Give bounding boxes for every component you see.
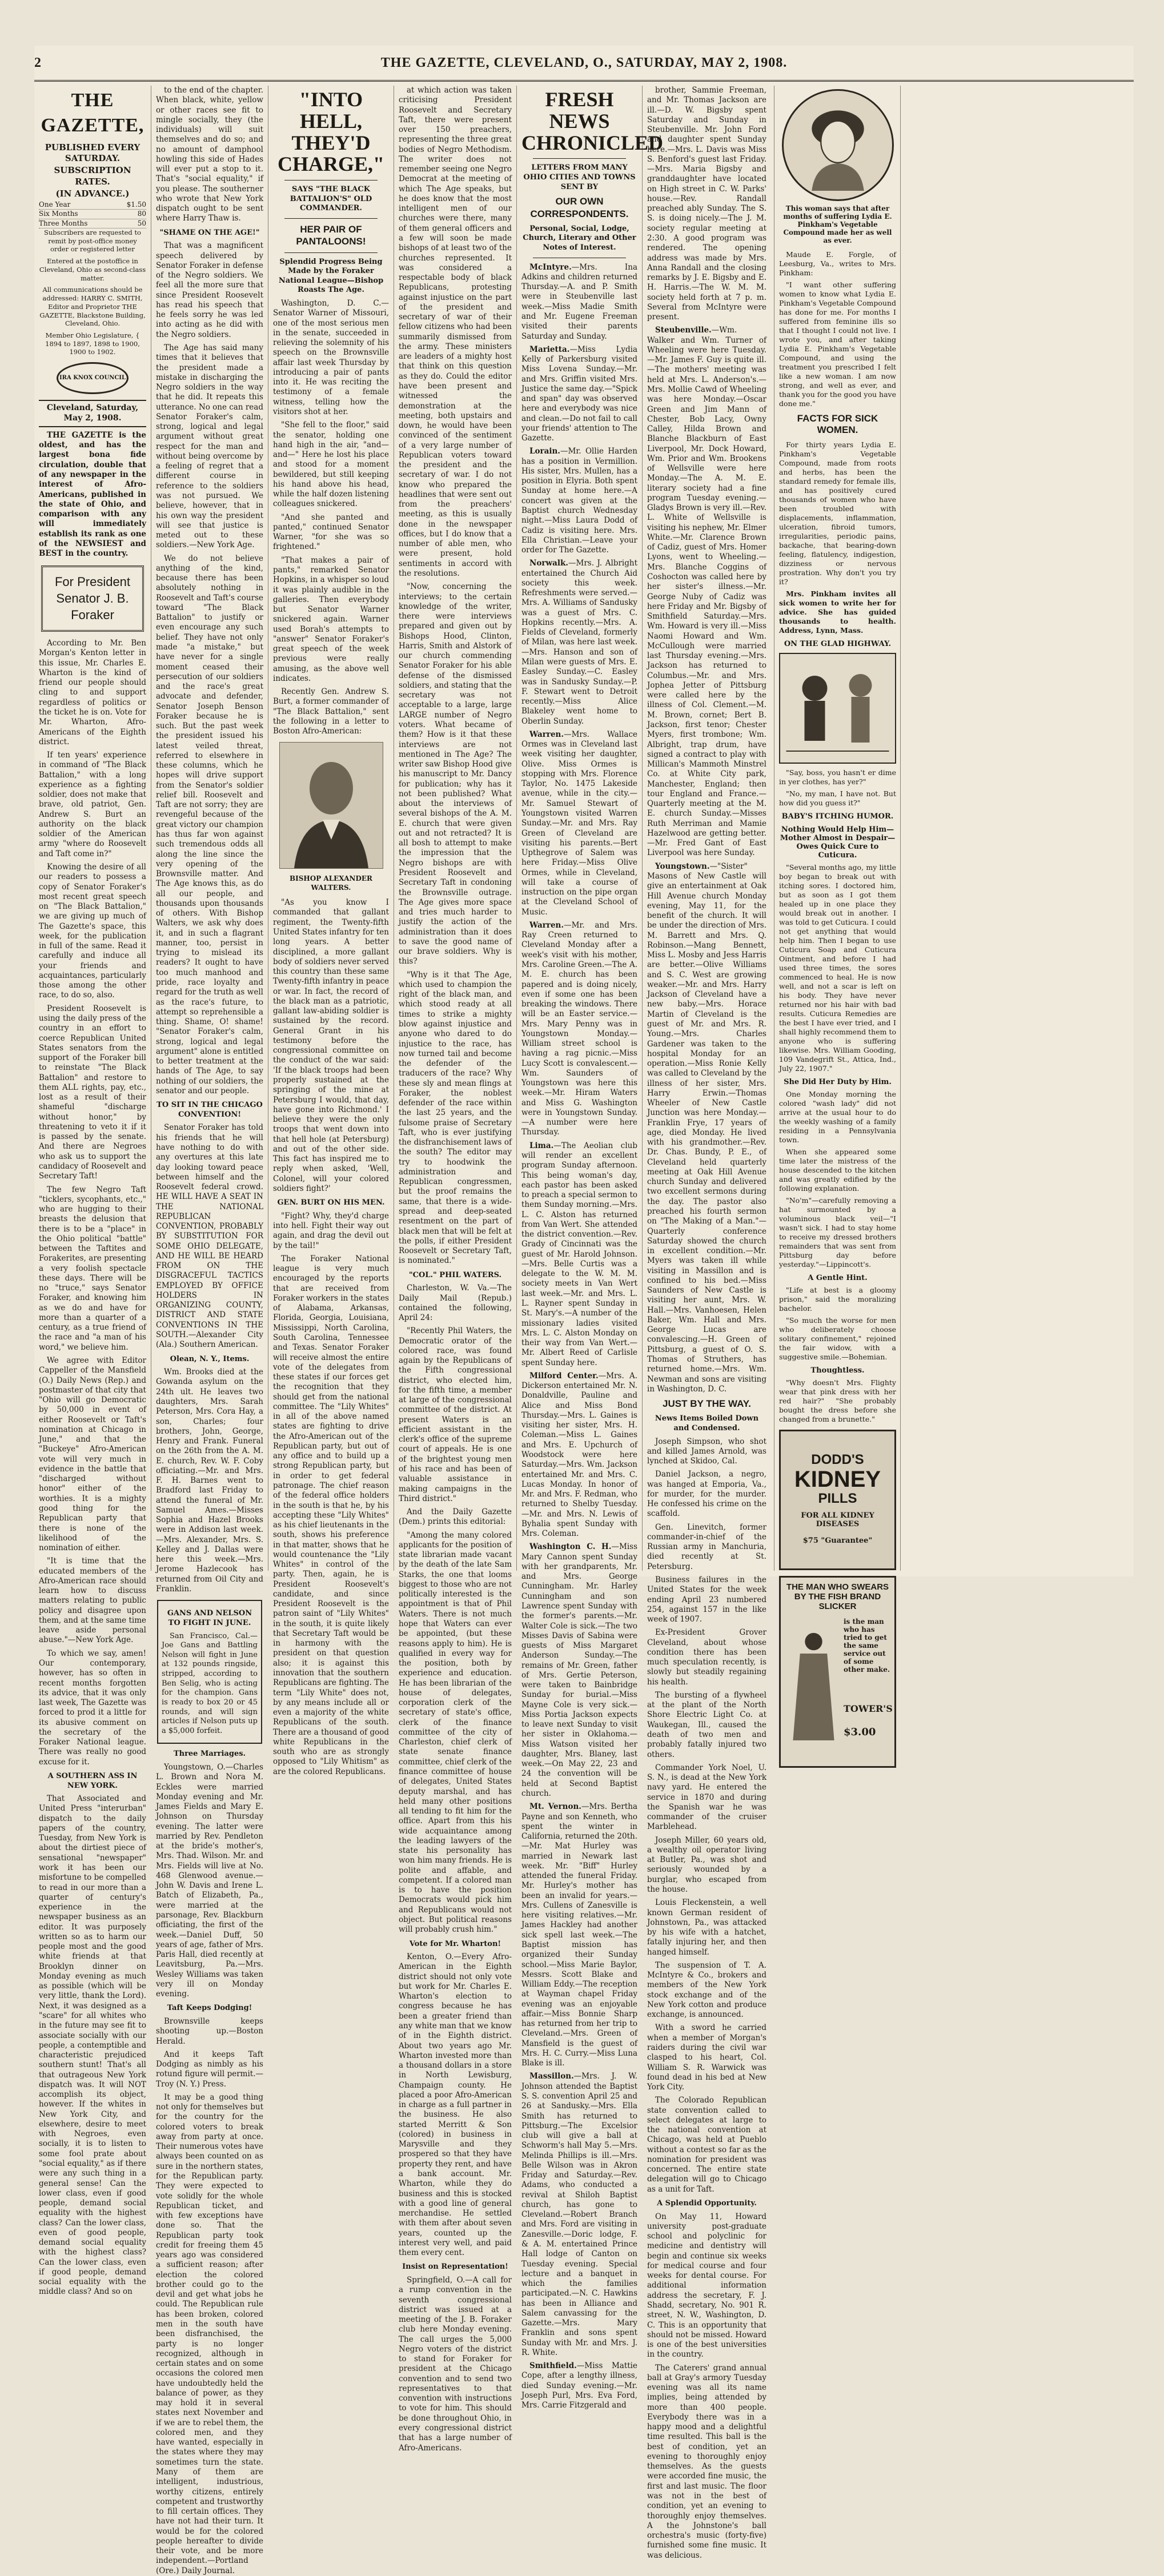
legislature-note: Member Ohio Legislature, { 1894 to 1897, 1898 to 1900, 1900 to 1902.	[45, 331, 140, 356]
cartoon-icon	[779, 653, 896, 764]
subheading: SAYS "THE BLACK BATTALION'S" OLD COMMANDER.	[290, 185, 372, 213]
glad-highway-text: "Say, boss, you hasn't er dime in yer clothes, has yer?" "No, my man, I have not. But how did you guess it?"	[779, 768, 896, 807]
news-item: Milford Center.—Mrs. A. Dickerson entertained Mr. N. Donaldville, Pauline and Alice and Miss Bond Thursday.—Mrs. L. Gaines is visiting her sister, Mrs. H. Coleman.—Miss L. Gaines and Mrs. E. Upchurch of Woodstock were here Saturday.—Mrs. Wm. Jackson entertained Mr. and Mrs. C. Lucas Monday. In honor of Mr. and Mrs. F. Redman, who returned to Shelby Tuesday.—Mr. and Mrs. N. Lewis of Byhalia spent Sunday with Mrs. Coleman.	[521, 1371, 638, 1539]
article-paragraph: San Francisco, Cal.—Joe Gans and Battling Nelson will fight in June at 132 pounds ringside, stripped, according to Ben Selig, who is acting for the champion. Gans is ready to box 20 or 45 rounds, and will sign articles if Nelson puts up a $5,000 forfeit.	[162, 1631, 258, 1735]
column-2	[151, 86, 268, 2575]
article-paragraph: We do not believe anything of the kind, because there has been absolutely nothing in Roosevelt and Taft's course toward "The Black Battalion" to justify or even encourage any such belief. They have not only made "a mistake," but have never for a single moment ceased their persecution of our soldiers and the race's great advocate and defender, Senator Joseph Benson Foraker because he is such. But the past week the president issued his latest veiled threat, referred to elsewhere in these columns, which he hopes will drive support from the Senator's soldier relief bill. Roosevelt and Taft are not sorry; they are revengeful because of the great victory our champion has thus far won against such tremendous odds all along the line since the very opening of the Brownsville matter. And The Age knows this, as do all our people, and thousands upon thousands of others. With Bishop Walters, we ask why does it, and in such a flagrant manner, too, persist in trying to mislead its readers? It ought to have too much manhood and pride, race loyalty and regard for the truth as well as the race's future, to attempt so reprehensible a thing. Shame, O! shame! "Senator Foraker's calm, strong, logical and legal argument" alone is entitled to better treatment at the hands of The Age, to say nothing of our soldiers, the senator and our people.	[156, 553, 263, 1096]
column-3	[268, 86, 394, 1776]
section-heading: Taft Keeps Dodging!	[167, 2004, 252, 2013]
article-paragraph: "And she panted and panted," continued Senator Warner, "for she was so frightened."	[273, 512, 389, 552]
cuticura-text: "Several months ago, my little boy began to break out with itching sores. I doctored him, but as soon as I got them healed up in one place they would break out in another. I was told to get Cuticura. I could not get anything that would help him. Then I began to use Cuticura Soap and Cuticura Ointment, and before I had used three times, the sores commenced to heal. He is now well, and not a scar is left on his body. They have never returned nor his hair with bad results. Cuticura Remedies are the best I have ever tried, and I shall highly recommend them to anyone who is suffering likewise. Mrs. William Gooding, 109 Vandegrift St., Attica, Ind., July 22, 1907."	[779, 863, 896, 1073]
article-paragraph: "She fell to the floor," said the senator, holding one hand high in the air, "and—and—" Here he lost his place and stood for a moment bewildered, but still keeping his hand above his head, while the half dozen listening colleagues snickered.	[273, 420, 389, 509]
section-heading: "SHAME ON THE AGE!"	[159, 228, 260, 237]
section-heading: GANS AND NELSON TO FIGHT IN JUNE.	[167, 1609, 252, 1627]
news-item: Commander York Noel, U. S. N., is dead at the New York navy yard. He entered the service in 1870 and during the Spanish war he was commander of the cruiser Marblehead.	[647, 1763, 766, 1832]
news-item: Louis Fleckenstein, a well known German resident of Johnstown, Pa., was attacked by his wife with a hatchet, fatally injuring her, and then hanged himself.	[647, 1898, 766, 1957]
hint-heading: A Gentle Hint.	[808, 1274, 868, 1282]
article-paragraph: "That makes a pair of pants," remarked Senator Hopkins, in a whisper so loud it was plainly audible in the galleries. Then everybody but Senator Warner snickered again. Warner used Borah's attempts to "answer" Senator Foraker's great speech of the week previous were really amusing, as the above well indicates.	[273, 555, 389, 683]
glad-highway-heading: ON THE GLAD HIGHWAY.	[784, 640, 892, 648]
news-item: The Colorado Republican state convention called to select delegates at large to the national convention at Chicago, was held at Pueblo without a contest so far as the nomination for president was concerned. The entire state delegation will go to Chicago as a unit for Taft.	[647, 2096, 766, 2194]
subheading: OUR OWN CORRESPONDENTS.	[530, 196, 629, 219]
news-item: Lorain.—Mr. Ollie Harden has a position in Vermillion. His sister, Mrs. Mullen, has a position in Elyria. Both spent Sunday at home here.—A concert was given at the Baptist church Wednesday night.—Miss Laura Dodd of Cadiz is visiting here. Mrs. Ella Christian.—Leave your order for The Gazette.	[521, 447, 637, 555]
blank-margin	[900, 86, 1135, 1571]
fresh-news-headline: FRESH NEWS CHRONICLED	[521, 88, 664, 154]
article-paragraph: to the end of the chapter. When black, white, yellow or other races see fit to mingle socially, they (the individuals) will suit themselves and do so; and no amount of damphool howling this side of Hades will ever put a stop to it. That's "social equality," if you please. The southerner who wrote that New York dispatch ought to be sent where Harry Thaw is.	[156, 86, 263, 223]
section-heading: JUST BY THE WAY.	[663, 1398, 751, 1410]
article-paragraph: Springfield, O.—A call for a rump convention in the seventh congressional district was issued at a meeting of the J. B. Foraker club here Monday evening. The call urges the 5,000 Negro voters of the district to stand for Foraker for president at the Chicago convention and to send two representatives to that convention with instructions to vote for him. This should be done throughout Ohio, in every congressional district that has a large number of Afro-Americans.	[399, 2275, 512, 2453]
section-heading: GEN. BURT ON HIS MEN.	[277, 1198, 385, 1207]
news-item: Gen. Linevitch, former commander-in-chief of the Russian army in Manchuria, died recently at St. Petersburg.	[647, 1522, 766, 1571]
rates-note: Subscribers are requested to remit by post-office money order or registered letter	[44, 228, 141, 254]
bishop-portrait	[279, 742, 383, 869]
foraker-box: For President Senator J. B. Foraker	[41, 565, 144, 632]
article-paragraph: Senator Foraker has told his friends that he will have nothing to do with any overtures at this late day looking toward peace between himself and the Roosevelt federal crowd. HE WILL HAVE A SEAT IN THE NATIONAL REPUBLICAN CONVENTION, PROBABLY BY SUBSTITUTION FOR SOME OHIO DELEGATE, AND HE WILL BE HEARD FROM ON THE DISGRACEFUL TACTICS EMPLOYED BY OFFICE HOLDERS IN ORGANIZING COUNTY, DISTRICT AND STATE CONVENTIONS IN THE SOUTH.—Alexander City (Ala.) Southern American.	[156, 1123, 263, 1350]
article-paragraph: According to Mr. Ben Morgan's Kenton letter in this issue, Mr. Charles E. Wharton is the kind of friend our people should cling to and support regardless of politics or the ticket he is on. Vote for Mr. Wharton, Afro-Americans of the Eighth district.	[39, 639, 146, 747]
article-paragraph: We agree with Editor Cappeller of the Mansfield (O.) Daily News (Rep.) and postmaster of that city that "Ohio will go Democratic by 50,000 in event of either Roosevelt or Taft's nomination at Chicago in June," and that the "Buckeye" Afro-American vote will very much in evidence in the battle that "discharged without honor" either of the worthies. It is a mighty good thing for the Republican party that there is none of the likelihood of the nomination of either.	[39, 1356, 146, 1553]
hint-text: "Life at best is a gloomy prison," said the moralizing bachelor. "So much the worse for men who deliberately choose solitary confinement," rejoined the fair widow, with a suggestive smile.—Bohemian.	[779, 1286, 896, 1361]
news-item: Youngstown.—"Sister" Masons of New Castle will give an entertainment at Oak Hill Avenue church Monday evening, May 11, for the benefit of the church. It will be under the direction of Mrs. M. Barrett and Mrs. Q. Robinson.—Mang Bennett, Miss L. Mosby and Jess Harris are better.—Olive Williams and S. C. West are growing weaker.—Mr. and Mrs. Harry Jackson of Cleveland have a new baby.—Mrs. Horace Martin of Cleveland is the guest of Mr. and Mrs. R. Young.—Mrs. Charles Gardener was taken to the hospital Monday for an operation.—Miss Ronie Kelly was called to Cleveland by the illness of her sister, Mrs. Harry Erwin.—Thomas Wheeler of New Castle Junction was here Monday.—Franklin Frye, 17 years of age, died Monday. He lived with his grandmother.—Rev. Dr. Chas. Bundy, P. E., of Cleveland held quarterly meeting at Oak Hill Avenue church Sunday and delivered two excellent sermons during the day. The pastor also preached his fourth sermon on "The Making of a Man."—Quarterly conference Saturday showed the church in excellent condition.—Mr. Myers was taken ill while visiting in Massillon and is confined to his bed.—Miss Saunders of New Castle is visiting her aunt, Mrs. W. Hall.—Mrs. Vanhoesen, Helen Baker, Wm. Hall and Mrs. George Lucas are convalescing.—H. Green of Pittsburg, a guest of O. S. Thomas of Struthers, has returned home.—Mrs. Wm. Newman and sons are visiting in Washington, D. C.	[647, 861, 766, 1394]
article-paragraph: The Age has said many times that it believes that the president made a mistake in discharging the Negro soldiers in the way that he did. It repeats this utterance. No one can read Senator Foraker's calm, strong, logical and legal argument without great respect for the man and without being overcome by a feeling of regret that a different course in reference to the soldiers was not pursued. We believe, however, that in his own way the president will see that justice is meted out to these soldiers.—New York Age.	[156, 343, 263, 550]
news-item: Warren.—Mr. and Mrs. Ray Creen returned to Cleveland Monday after a week's visit with his mother, Mrs. Caroline Green.—The A. M. E. church has been papered and is doing nicely, even if some one has been breaking the windows. There will be an Easter service.—Mrs. Mary Penny was in Youngstown Monday.—William street school is having a rag picnic.—Miss Lucy Scott is convalescent.—Wm. Saunders of Youngstown was here this week.—Mr. Hiram Waters and Miss G. Washington were in Youngstown Sunday.—A number were here Thursday.	[521, 920, 637, 1137]
article-paragraph: The few Negro Taft "ticklers, sycophants, etc.," who are hugging to their breasts the delusion that there is to be a "place" in the Ohio political "battle" between the Taftites and Forakerites, are presenting a very foolish spectacle these days. There will be no "truce," says Senator Foraker, and knowing him as we do and have for more than a quarter of a century, as a true friend of the race and "a man of his word," we believe him.	[39, 1185, 146, 1352]
news-item: Daniel Jackson, a negro, was hanged at Emporia, Va., for murder, for the murder. He confessed his crime on the scaffold.	[647, 1470, 766, 1519]
news-item: Business failures in the United States for the week ending April 23 numbered 254, against 157 in the like week of 1907.	[647, 1575, 766, 1624]
published-line: PUBLISHED EVERY SATURDAY.	[45, 142, 141, 164]
subscription-line: SUBSCRIPTION RATES.	[54, 165, 131, 187]
news-item: Norwalk.—Mrs. J. Albright entertained the Church Aid society this week. Refreshments were served.—Mrs. A. Williams of Sandusky was a guest of Mrs. C. Hopkins recently.—Mrs. A. Fields of Cleveland, formerly of Milan, was here last week.—Mrs. Hanson and son of Milan were guests of Mrs. E. Easley Sunday.—C. Easley was in Sandusky Sunday.—P. F. Stewart went to Detroit recently.—Miss Alice Blakeley went home to Oberlin Sunday.	[521, 559, 637, 726]
subheading: Splendid Progress Being Made by the Foraker National League—Bishop Roasts The Age.	[278, 257, 384, 295]
article-paragraph: "As you know I commanded that gallant regiment, the Twenty-fifth United States infantry for ten long years. A better disciplined, a more gallant body of soldiers never served this country than these same Twenty-fifth infantry in peace or war. In fact, the record of the black man as a patriotic, gallant law-abiding soldier is sustained by the record. General Grant in his testimony before the congressional committee on the conduct of the war said: 'If the black troops had been properly sustained at the springing of the mine at Petersburg I would, that day, have gone into Richmond.' I believe they were the only troops that went down into that hell hole (at Petersburg) and out of the other side. This fact has inspired me to reply when asked, 'Well, Colonel, will your colored soldiers fight?'	[273, 898, 389, 1193]
section-heading: TO SIT IN THE CHICAGO CONVENTION!	[156, 1101, 263, 1119]
subheading: News Items Boiled Down and Condensed.	[655, 1414, 759, 1433]
article-paragraph: And the Daily Gazette (Dem.) prints this editorial:	[399, 1507, 512, 1527]
section-heading: Insist on Representation!	[402, 2262, 508, 2272]
section-heading: A SOUTHERN ASS IN NEW YORK.	[47, 1771, 138, 1790]
duty-heading: She Did Her Duty by Him.	[784, 1078, 892, 1086]
section-heading: A Splendid Opportunity.	[657, 2198, 757, 2208]
facts-heading: FACTS FOR SICK WOMEN.	[797, 413, 878, 435]
communications-note: All communications should be addressed: HARRY C. SMITH, Editor and Proprietor THE GAZETTE, Blackstone Building, Cleveland, Ohio.	[39, 286, 146, 328]
gazette-title: THE GAZETTE,	[41, 90, 145, 136]
rate-row: Three Months 50	[39, 219, 146, 228]
article-paragraph: Kenton, O.—Every Afro-American in the Eighth district should not only vote but work for Mr. Charles E. Wharton's election to congress because he has been a greater friend than any white man that we know of in the Eighth district. About two years ago Mr. Wharton invested more than a thousand dollars in a store in North Lewisburg, Champaign county. He placed a poor Afro-American in charge as a full partner in the business. He also started Merritt & Son (colored) in business in Marysville and they prospered so that they have property they rent, and have a bank account. Mr. Wharton, while they do business and this is stocked with a good line of general merchandise. He settled with them after about seven years, counted up the interest very well, and paid them every cent.	[399, 1952, 512, 2258]
rates-table	[39, 200, 146, 228]
article-paragraph: To which we say, amen! Our contemporary, however, has so often in recent months forgotten its advice, that it was only last week, The Gazette was forced to prod it a little for its abusive comment on the secretary of the Foraker National league. There was really no good excuse for it.	[39, 1648, 146, 1767]
news-item: With a sword he carried when a member of Morgan's raiders during the civil war clasped to his heart, Col. William S. R. Warwick was found dead in his bed at New York City.	[647, 2023, 766, 2092]
thoughtless-text: "Why doesn't Mrs. Flighty wear that pink dress with her red hair?" "She probably bought the dress before she changed from a brunette."	[779, 1378, 896, 1423]
duty-text: One Monday morning the colored "wash lady" did not arrive at the usual hour to do the weekly washing of a family residing in a Pennsylvania town. When she appeared some time later the mistress of the house descended to the kitchen and was greatly edified by the following explanation. "No'm"—carefully removing a hat surmounted by a voluminous black veil—"I wasn't sick. I had to stay home to receive my dressed brothers remainders that was sent from Pittsburg day before yesterday."—Lippincott's.	[779, 1090, 896, 1269]
section-heading: "COL." PHIL WATERS.	[408, 1270, 502, 1279]
dodds-kidney-ad: DODD'S KIDNEY PILLS FOR ALL KIDNEY DISEASES $75 "Guarantee"	[779, 1430, 896, 1570]
article-paragraph: Youngstown, O.—Charles L. Brown and Nora M. Eckles were married Monday evening and Mr. James Fields and Mary E. Johnson on Thursday evening. The latter were married by Rev. Pendleton at the bride's mother's, Mrs. Thad. Wilson. Mr. and Mrs. Fields will live at No. 468 Glenwood avenue.—John W. Davis and Irene L. Batch of Elizabeth, Pa., were married at the parsonage, Rev. Blackburn officiating, the first of the week.—Daniel Duff, 50 years of age, father of Mrs. Paris Hall, died recently at Leavitsburg, Pa.—Mrs. Wesley Williams was taken very ill on Monday evening.	[156, 1763, 263, 1999]
lead-paragraph: THE GAZETTE is the oldest, and has the largest bona fide circulation, double that of any newspaper in the interest of Afro-Americans, published in the state of Ohio, and comparison with any will immediately establish its rank as one of the NEWSIEST and BEST in the country.	[39, 430, 146, 559]
news-item: Ex-President Grover Cleveland, about whose condition there has been much speculation recently, is slowly but steadily regaining his health.	[647, 1628, 766, 1687]
rate-row: Six Months 80	[39, 210, 146, 219]
column-6	[643, 86, 771, 2560]
entered-note: Entered at the postoffice in Cleveland, Ohio as second-class matter.	[39, 257, 146, 282]
article-paragraph: Charleston, W. Va.—The Daily Mail (Repub.) contained the following, April 24:	[399, 1283, 512, 1323]
article-paragraph: That was a magnificent speech delivered by Senator Foraker in defense of the Negro soldiers. We feel all the more sure that since President Roosevelt has read his speech that he feels sorry he was led into acting as he did with the Negro soldiers.	[156, 241, 263, 339]
article-paragraph: "Why is it that The Age, which used to champion the right of the black man, and which stood ready at all times to strike a mighty blow against injustice and anyone who dared to do injustice to the race, has now turned tail and become the defender of the traducers of the race? Why these sly and mean flings at Foraker, the noblest defender of the race within the last 25 years, and the fulsome praise of Secretary Taft, who is ever justifying the disfranchisement laws of the south? The editor may try to hoodwink the administration and Republican congressmen, but the proof remains the same, that there is a wide-spread and deep-seated resentment on the part of black men that will be felt at the polls, if either President Roosevelt or Secretary Taft, is nominated."	[399, 970, 512, 1266]
newspaper-page	[34, 46, 1134, 2575]
subheading: LETTERS FROM MANY OHIO CITIES AND TOWNS SENT BY	[523, 163, 636, 191]
news-item: Smithfield.—Miss Mattie Cope, after a lengthy illness, died Sunday evening.—Mr. Joseph Purl, Mrs. Eva Ford, Mrs. Carrie Fitzgerald and	[521, 2361, 637, 2410]
advance-line: (IN ADVANCE.)	[55, 188, 130, 199]
ad-column	[779, 86, 896, 1738]
article-paragraph: If ten years' experience in command of "The Black Battalion," with a long experience as a fighting soldier, does not make that brave, old patriot, Gen. Andrew S. Burt an authority on the black soldier of the American army "where do Roosevelt and Taft come in?"	[39, 751, 146, 858]
article-paragraph: Knowing the desire of all our readers to possess a copy of Senator Foraker's most recent great speech on "The Black Battalion," we are giving up much of The Gazette's space, this week, for the publication in full of the same. Read it carefully and induce all your friends and acquaintances, particularly those among the other race, to do so, also.	[39, 862, 146, 1000]
news-item: Joseph Miller, 60 years old, a wealthy oil operator living at Butler, Pa., was shot and seriously wounded by a burglar, who escaped from the house.	[647, 1835, 766, 1894]
news-item: Steubenville.—Wm. Walker and Wm. Turner of Wheeling were here Tuesday.—Mr. James F. Guy is quite ill.—The mothers' meeting was held at Mrs. L. Anderson's.—Mrs. Mollie Cawd of Wheeling was here Monday.—Oscar Green and Jim Mann of Chester, Bob Lacy, Owny Calley, Hilda Brown and Blanche Blackburn of East Liverpool, Mr. Dock Howard, Wm. Prior and Wm. Brookens of Wellsville were here Monday.—The A. M. E. literary society had a fine program Tuesday evening.—Gladys Brown is very ill.—Rev. L. White of Wellsville is visiting his nephew, Mr. Elmer White.—Mr. Clarence Brown of Cadiz, guest of Mrs. Homer Lyons, went to Wheeling.—Mrs. Blanche Coggins of Coshocton was called here by her sister's illness.—Mr. George Nuby of Cadiz was here Friday and Mr. Bigsby of Smithfield Saturday.—Mrs. Wm. Howard is very ill.—Miss Naomi Howard and Wm. McCullough were married last Thursday evening.—Mrs. Jackson has returned to Columbus.—Mr. and Mrs. Jophea Jetter of Pittsburg were called here by the illness of Col. Clement.—M. M. Brown, cornet; Bert B. Jackson, first tenor; Chester Myers, first trombone; Wm. Albright, trap drum, have signed a contract to play with Millican's Mammoth Minstrel Co. at White City park, Manchester, England; then tour England and France.—Quarterly meeting at the M. E. church Sunday.—Misses Ruth Merriman and Mamie Hazelwood are getting better.—Mr. Fred Gant of East Liverpool was here Sunday.	[647, 326, 766, 858]
thoughtless-heading: Thoughtless.	[810, 1366, 865, 1375]
article-paragraph: It may be a good thing not only for themselves but for the country for the colored voters to break away from party at once. Their numerous votes have always been counted on as sure in the northern states, for the Republican party. They were expected to vote solidly for the whole Republican ticket, and with few exceptions have done so. That the Republican party took credit for freeing them 45 years ago was considered a sufficient reason; after election the colored brother could go to the devil and get what jobs he could. The Republican rule has been broken, colored men in the south have been disfranchised, the party is no longer recognized, although in certain states and on some occasions the colored men have undoubtedly held the balance of power, as they may hold it in several states next November and if we are to rebel them, the colored men, and they have wanted, especially in the states where they may sometimes turn the state. Many of them are intelligent, industrious, worthy citizens, entirely competent and trustworthy to fill certain offices. They have not had their turn. It would be for the colored people hereafter to divide their vote, and be more independent.—Portland (Ore.) Daily Journal.	[156, 2092, 263, 2575]
article-paragraph: And it keeps Taft Dodging as nimbly as his rotund figure will permit.—Troy (N. Y.) Press.	[156, 2049, 263, 2089]
section-heading: Vote for Mr. Wharton!	[409, 1939, 501, 1948]
gans-nelson-box	[157, 1600, 262, 1744]
council-badge-icon: IRA KNOX COUNCIL	[57, 362, 129, 394]
pinkham-caption: This woman says that after months of suffering Lydia E. Pinkham's Vegetable Compound made her as well as ever.	[783, 204, 892, 244]
article-paragraph: Brownsville keeps shooting up.—Boston Herald.	[156, 2017, 263, 2046]
section-heading: Olean, N. Y., Items.	[170, 1354, 250, 1363]
article-paragraph: "Fight? Why, they'd charge into hell. Fight their way out again, and drag the devil out by the tail!"	[273, 1211, 389, 1250]
pinkham-invite: Mrs. Pinkham invites all sick women to write her for advice. She has guided thousands to health. Address, Lynn, Mass.	[779, 589, 896, 635]
news-item: Warren.—Mrs. Wallace Ormes was in Cleveland last week visiting her daughter, Olive. Miss Ormes is stopping with Mrs. Florence Taylor, No. 1475 Lakeside avenue, while in the city.—Mr. Samuel Stewart of Youngstown visited Warren Sunday.—Mr. and Mrs. Ray Green of Cleveland are visiting his parents.—Bert Upthegrove of Salem was here Friday.—Miss Olive Ormes, while in Cleveland, will take a course of instruction on the pipe organ at the Cleveland School of Music.	[521, 729, 637, 917]
news-item: Massillon.—Mrs. J. W. Johnson attended the Baptist S. S. convention April 25 and 26 at Sandusky.—Mrs. Ella Smith has returned to Pittsburg.—The Excelsior club will give a ball at Schworm's hall May 5.—Mrs. Melinda Phillips is ill.—Mrs. Belle Wilson was in Akron Friday and Saturday.—Rev. Adams, who conducted a revival at Shiloh Baptist church, has gone to Cleveland.—Robert Branch and Mrs. Ford are visiting in Zanesville.—Doric lodge, F. & A. M. entertained Prince Hall lodge of Canton on Tuesday evening. Special lecture and a banquet in which the families participated.—N. C. Hawkins has been in Alliance and Salem canvassing for the Gazette.—Mrs. Mary Franklin and sons spent Sunday with Mr. and Mrs. J. R. White.	[521, 2072, 637, 2357]
facts-text: For thirty years Lydia E. Pinkham's Vegetable Compound, made from roots and herbs, has been the standard remedy for female ills, and has positively cured thousands of women who have been troubled with displacements, inflammation, ulceration, fibroid tumors, irregularities, periodic pains, backache, that bearing-down feeling, flatulency, indigestion, dizziness or nervous prostration. Why don't you try it?	[779, 440, 896, 586]
news-item: The bursting of a flywheel at the plant of the North Shore Electric Light Co. at Waukegan, Ill., caused the death of two men and probably fatally injured two others.	[647, 1690, 766, 1759]
column-4	[394, 86, 517, 2453]
article-paragraph: at which action was taken criticising President Roosevelt and Secretary Taft, there were present over 150 preachers, representing the three great bodies of Negro Methodism. The writer does not remember seeing one Negro Democrat at the meeting of which The Age speaks, but he does know that the most intelligent men of our churches were there, many of them general officers and a few will soon be made bishops of at least two of the churches represented. It was considered a respectable body of black Republicans, protesting against injustice on the part of the president and secretary of war of their fellow citizens who had been summarily dismissed from the army. These ministers are leaders of a mighty host that think on this question as they do. Could the editor have been present and witnessed the demonstration at the meeting, both upstairs and down, he would have been convinced of the sentiment of a very large number of Republican voters toward the president and the secretary of war. I do not know who prepared the headlines that were sent out from the preachers' meeting, as this is usually done in the newspaper offices, but I do know that a number of able men, who were present, hold sentiments in accord with the resolutions.	[399, 86, 512, 579]
woman-portrait-icon	[782, 89, 894, 201]
news-item: McIntyre.—Mrs. Ina Adkins and children returned Thursday.—A. and P. Smith were in Steubenville last week.—Miss Madie Smith and Mr. Eugene Freeman visited their parents Saturday and Sunday.	[521, 262, 637, 341]
dateline: Cleveland, Saturday, May 2, 1908.	[39, 400, 146, 427]
subheading: Personal, Social, Lodge, Church, Literary and Other Notes of Interest.	[523, 224, 636, 252]
news-item: Joseph Simpson, who shot and killed James Arnold, was lynched at Skidoo, Cal.	[647, 1437, 766, 1466]
article-paragraph: Wm. Brooks died at the Gowanda asylum on the 24th ult. He leaves two daughters, Mrs. Sarah Peterson, Mrs. Cora Hay, a son, Charles; four brothers, John, George, Henry and Frank. Funeral on the 26th from the A. M. E. church, Rev. W. F. Coby officiating.—Mr. and Mrs. F. H. Barnes went to Bradford last Friday to attend the funeral of Mr. Samuel Ames.—Misses Sophia and Hazel Brooks were in Addison last week.—Mrs. Alexander, Mrs. S. Kelley and J. Dallas were here this week.—Mrs. Jerome Hazlecook has returned from Oil City and Franklin.	[156, 1367, 263, 1594]
page-header	[34, 46, 1134, 82]
baby-heading: BABY'S ITCHING HUMOR.	[781, 812, 894, 821]
article-paragraph: Washington, D. C.—Senator Warner of Missouri, one of the most serious men in the senate, succeeded in relieving the solemnity of his speech on the Brownsville affair last week Thursday by introducing a pair of pants into it. He was reciting the testimony of a female witness, telling how the visitors shot at her.	[273, 299, 389, 416]
article-paragraph: That Associated and United Press "interurban" dispatch to the daily papers of the country, Tuesday, from New York is about the dirtiest piece of sensational "newspaper" work it has been our misfortune to be compelled to read in our more than a quarter of century's experience in the newspaper business as an editor. It was purposely written so as to harm our people most and the good white friends at that Brooklyn dinner on Monday evening as much as possible (which will be very little, thank the Lord). Next, it was designed as a "scare" for all whites who in the future may see fit to associate socially with our people, a contemptible and characteristic prejudiced southern stunt! That's all that outrageous New York dispatch was. It will NOT accomplish its object, however. If the whites in New York City, and elsewhere, desire to meet with Negroes, even socially, it is to listen to some fool prate about "social equality," as if there were any such thing in a general sense! Can the lower class, even if good people, demand social equality with the highest class? Can the lower class, even of good people, demand social equality with the highest class? Can the lower class, even if good people, demand social equality with the middle class? And so on	[39, 1794, 146, 2297]
news-item: Washington C. H.—Miss Mary Cannon spent Sunday with her grandparents, Mr. and Mrs. George Cunningham. Mr. Harley Cunningham and son Lawrence spent Sunday with the former's parents.—Mr. Walter Cole is sick.—The two Misses Davis of Sabina were guests of Miss Margaret Anderson Sunday.—The remains of Mr. Green, father of Mrs. Gertie Peterson, were taken to Bainbridge Sunday for burial.—Miss Mayne Cole is very sick.—Miss Portia Jackson expects to leave next Sunday to visit her sister in Oklahoma.—Miss Watson visited her daughter, Mrs. Blaney, last week.—On May 22, 23 and 24 the convention will be held at Second Baptist church.	[521, 1542, 637, 1799]
news-item: Marietta.—Miss Lydia Kelly of Parkersburg visited Miss Lovena Sunday.—Mr. and Mrs. Griffin visited Mrs. Justice the same day.—"Spick and span" day was observed here and everybody was nice and clean.—Do not fail to call your friends' attention to The Gazette.	[521, 344, 637, 443]
news-item: Lima.—The Aeolian club will render an excellent program Sunday afternoon. This being woman's day, each pastor has been asked to preach a special sermon to them Sunday morning.—Mrs. L. C. Alston has returned from Van Wert. She attended the district convention.—Rev. Grady of Cincinnati was the guest of Mr. Harold Johnson.—Mrs. Belle Curtis was a delegate to the W. M. M. society meets in Van Wert last week.—Mr. and Mrs. L. L. Rayner spent Sunday in St. Mary's.—A number of the missionary ladies visited Mrs. L. C. Alston Monday on their way from Van Wert.—Mr. Albert Reed of Carlisle spent Sunday here.	[521, 1141, 637, 1367]
baby-subheading: Nothing Would Help Him—Mother Almost in Despair—Owes Quick Cure to Cuticura.	[780, 825, 896, 860]
article-paragraph: The Foraker National league is very much encouraged by the reports that are received from Foraker workers in the states of Alabama, Arkansas, Florida, Georgia, Louisiana, Mississippi, North Carolina, South Carolina, Tennessee and Texas. Senator Foraker will receive almost the entire vote of the delegates from these states if our forces get the recognition that they should get from the national committee. The "Lily Whites" in all of the above named states are fighting to drive the Afro-American out of the Republican party, but out of any office and to build up a strong Republican party, but in order to get federal patronage. The chief reason of the federal office holders in the south is that he, by his accepting these "Lily Whites" as his chief lieutenants in the south, shows his preference in that matter, shows that he would countenance the "Lily Whites" in control of the party. Then, again, he is President Roosevelt's candidate, and since President Roosevelt is the patron saint of "Lily Whites" in the south, it is quite likely that Secretary Taft would be in harmony with the president on that question also; it is against this innovation that the southern Republicans are fighting. The term "Lily White" does not, by any means include all or even a majority of the white Republicans of the south. There are a thousand of good white Republicans in the south who are as strongly opposed to "Lily Whitism" as are the colored Republicans.	[273, 1254, 389, 1776]
news-item: Mt. Vernon.—Mrs. Bertha Payne and son Kenneth, who spent the winter in California, returned the 20th.—Mr. Mat Hurley was married in Newark last week. Mr. "Biff" Hurley attended the funeral Friday. Mr. Hurley's mother has been an invalid for years.—Mrs. Cullens of Zanesville is here visiting relatives.—Mr. James Hackley had another sick spell last week.—The Baptist mission has organized their Sunday school.—Miss Marie Baylor, Messrs. Scott Blake and William Eddy.—The reception at Wayman chapel Friday evening was an enjoyable affair.—Miss Bonnie Sharp has returned from her trip to Cleveland.—Mrs. Green of Mansfield is the guest of Mrs. H. C. Curry.—Miss Luna Blake is ill.	[521, 1802, 637, 2068]
article-paragraph: On May 11, Howard university post-graduate school and polyclinic for medicine and dentistry will begin and continue six weeks for medical course and four weeks for dental course. For additional information address the secretary, F. J. Shadd, secretary, No. 901 R. street, N. W., Washington, D. C. This is an opportunity that should not be missed. Howard is one of the best universities in the country.	[647, 2212, 766, 2360]
advertisement-area	[774, 86, 1134, 1738]
article-paragraph: President Roosevelt is using the daily press of the country in an effort to coerce Republican United States senators from the support of the Foraker bill to reinstate "The Black Battalion" and restore to them ALL rights, pay, etc., lost as a result of their shameful "discharge without honor," by threatening to veto it if it is passed by the senate. And there are Negroes who ask us to support the candidacy of Roosevelt and Secretary Taft!	[39, 1004, 146, 1181]
masthead: THE GAZETTE, CLEVELAND, O., SATURDAY, MAY 2, 1908.	[380, 55, 788, 70]
portrait-caption: BISHOP ALEXANDER WALTERS.	[290, 874, 372, 892]
article-paragraph: The Caterers' grand annual ball at Gray's armory Tuesday evening was all its name implies, being attended by more than 400 people. Everybody there was in a happy mood and a delightful time resulted. This ball is the best of condition, yet an evening to thoroughly enjoy themselves. As the guests were accorded fine music, the first and last music. The floor was not in the best of condition, yet an evening to thoroughly enjoy themselves. A the Johnstone's ball orchestra's music (forty-five) furnished some fine music. It was delicious.	[647, 2363, 766, 2560]
portrait-icon	[283, 748, 380, 868]
man-in-slicker-icon	[786, 1618, 841, 1755]
article-paragraph: "Among the many colored applicants for the position of state librarian made vacant by the death of the late Sam Starks, the one that looms biggest to those who are not politically interested is the appointment is that of Phil Waters. There is not much hope that Waters can ever be appointed, (but these reasons apply to him). He is qualified in every way for the position, both by experience and education. He has been librarian of the house of delegates, corporation clerk of the secretary of state's office, clerk of the finance committee of the city of Charleston, chief clerk of state senate finance committee, chief clerk of the finance committee of house of delegates, United States deputy marshal, and has held many other positions all tending to fit him for the office. Apart from this his wide acquaintance among the leading lawyers of the state his personality has won him many friends. He is polite and affable, and competent. If a colored man is to have the position Democrats would pick him and Republicans would not object. But political reasons will probably crush him."	[399, 1530, 512, 1935]
fish-brand-slicker-ad: THE MAN WHO SWEARS BY THE FISH BRAND SLICKER is the man who has tried to get the same service out of some other make. TOWER'S $3.00	[779, 1576, 896, 1768]
article-paragraph: "Now, concerning the interviews; to the certain knowledge of the writer, there were interviews prepared and given out by Bishops Hood, Clinton, Harris, Smith and Alstork of our church commending Senator Foraker for his able defense of the dismissed soldiers, and stating that the secretary was not acceptable to a large, large LARGE number of Negro voters. What became of them? How is it that these interviews are not mentioned in The Age? The writer saw Bishop Hood give his manuscript to Mr. Dancy for publication; why has it not been published? What about the interviews of several bishops of the A. M. E. church that were given out and not retracted? It is all bosh to attempt to make the impression that the Negro bishops are with President Roosevelt and Secretary Taft in condoning the Brownsville outrage. The Age gives more space and tries much harder to justify the action of the administration than it does to save the good name of our brave soldiers. Why is this?	[399, 582, 512, 966]
rate-row: One Year $1.50	[39, 200, 146, 210]
section-heading: Three Marriages.	[173, 1750, 246, 1759]
article-paragraph: "Recently Phil Waters, the Democratic orator of the colored race, was found again by the Republicans of the Fifth congressional district, who elected him, for the fifth time, a member at large of the congressional committee of the district. At present Waters is an efficient assistant in the clerk's office of the supreme court of appeals. He is one of the brightest young men of his race and has been of valuable assistance in making campaigns in the Third district."	[399, 1326, 512, 1503]
column-1	[34, 86, 151, 2297]
pinkham-ad-text: Maude E. Forgle, of Leesburg, Va., writes to Mrs. Pinkham: "I want other suffering women to know what Lydia E. Pinkham's Vegetable Compound has done for me. For months I suffered from feminine ills so that I thought I could not live. I wrote you, and after taking Lydia E. Pinkham's Vegetable Compound, and using the treatment you prescribed I felt like a new woman. I am now strong, and well as ever, and thank you for the good you have done me."	[779, 250, 896, 408]
article-paragraph: Recently Gen. Andrew S. Burt, a former commander of "The Black Battalion," sent the following in a letter to Boston Afro-American:	[273, 687, 389, 736]
news-item: brother, Sammie Freeman, and Mr. Thomas Jackson are ill.—D. W. Bigsby spent Saturday and Sunday in Steubenville. Mr. John Ford and daughter spent Sunday here.—Mrs. L. Davis was Miss S. Benford's guest last Friday.—Mrs. Maria Bigsby and granddaughter have located on High street in C. W. Parks' house.—Rev. Randall preached ably Sunday. The S. S. is doing nicely.—The J. M. society regular meeting at 2:30. A good program was rendered. The opening address was made by Mrs. Anna Randall and the closing remarks by J. E. Bigsby and E. H. Harris.—The W. M. M. society held forth at 7 p. m. Several from McIntyre were present.	[647, 86, 766, 322]
news-item: The suspension of T. A. McIntyre & Co., brokers and members of the New York stock exchange and of the New York cotton and produce exchange, is announced.	[647, 1960, 766, 2020]
page-number: 2	[34, 55, 41, 70]
column-5	[517, 86, 664, 2410]
subheading: HER PAIR OF PANTALOONS!	[296, 224, 366, 247]
article-paragraph: "It is time that the educated members of the Afro-American race should learn how to discuss matters relating to public policy and disagree upon them, and at the same time leave aside personal abuse."—New York Age.	[39, 1556, 146, 1645]
into-hell-headline: "INTO HELL, THEY'D CHARGE,"	[278, 88, 384, 176]
